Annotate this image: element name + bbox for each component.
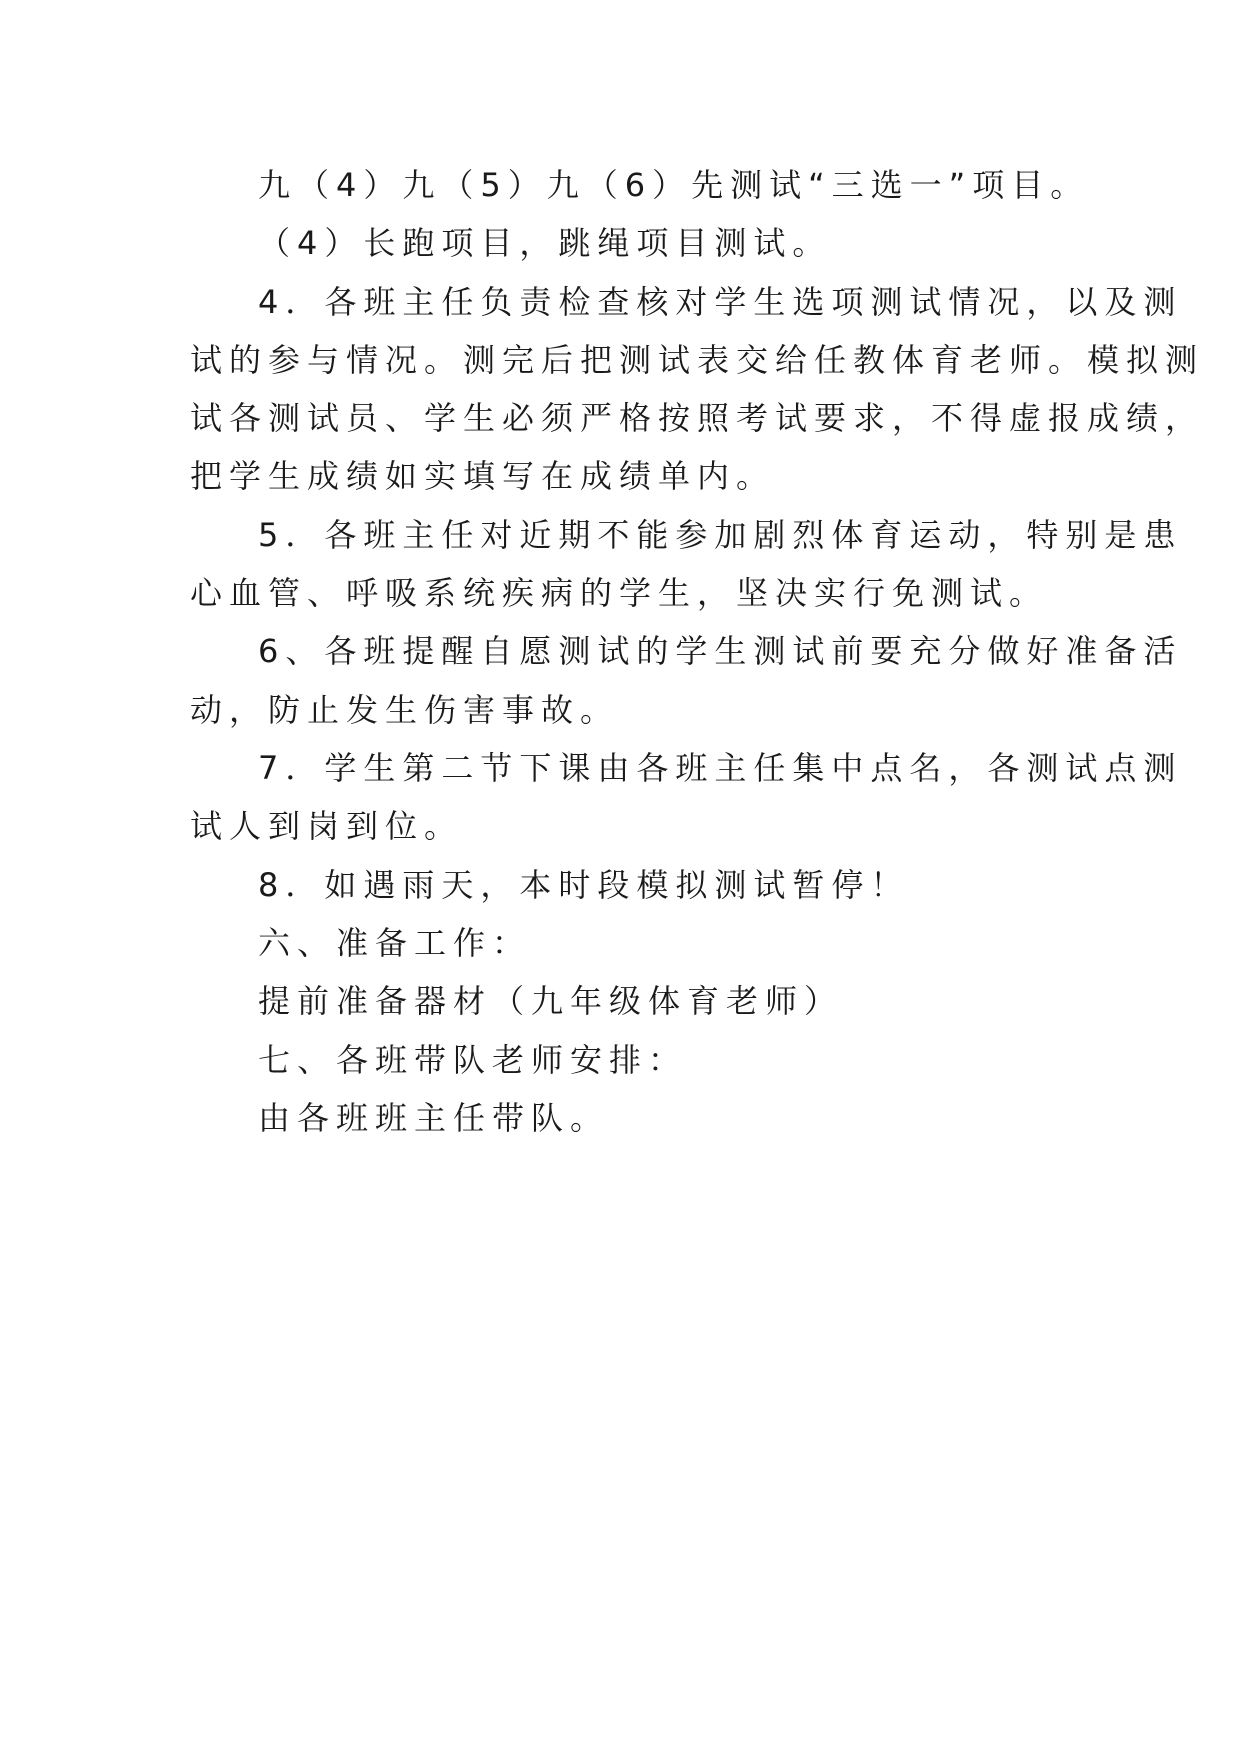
section-heading-7: 七、各班带队老师安排： [258, 1041, 688, 1079]
text-line-15: 提前准备器材（九年级体育老师） [258, 982, 844, 1020]
text-line-8: 心血管、呼吸系统疾病的学生，坚决实行免测试。 [190, 574, 1049, 612]
text-line-4: 试的参与情况。测完后把测试表交给任教体育老师。模拟测 [190, 341, 1205, 379]
text-line-11: 7．学生第二节下课由各班主任集中点名，各测试点测 [258, 749, 1183, 787]
text-line-12: 试人到岗到位。 [190, 807, 464, 845]
text-line-5: 试各测试员、学生必须严格按照考试要求，不得虚报成绩， [190, 399, 1205, 437]
text-line-10: 动，防止发生伤害事故。 [190, 691, 620, 729]
text-line-3: 4．各班主任负责检查核对学生选项测试情况，以及测 [258, 283, 1183, 321]
text-line-6: 把学生成绩如实填写在成绩单内。 [190, 457, 776, 495]
text-line-1: 九（4）九（5）九（6）先测试“三选一”项目。 [258, 166, 1090, 204]
text-line-9: 6、各班提醒自愿测试的学生测试前要充分做好准备活 [258, 632, 1183, 670]
text-line-13: 8．如遇雨天，本时段模拟测试暂停！ [258, 866, 910, 904]
text-line-7: 5．各班主任对近期不能参加剧烈体育运动，特别是患 [258, 516, 1183, 554]
section-heading-6: 六、准备工作： [258, 924, 532, 962]
text-line-17: 由各班班主任带队。 [258, 1099, 610, 1137]
text-line-2: （4）长跑项目，跳绳项目测试。 [258, 224, 832, 262]
